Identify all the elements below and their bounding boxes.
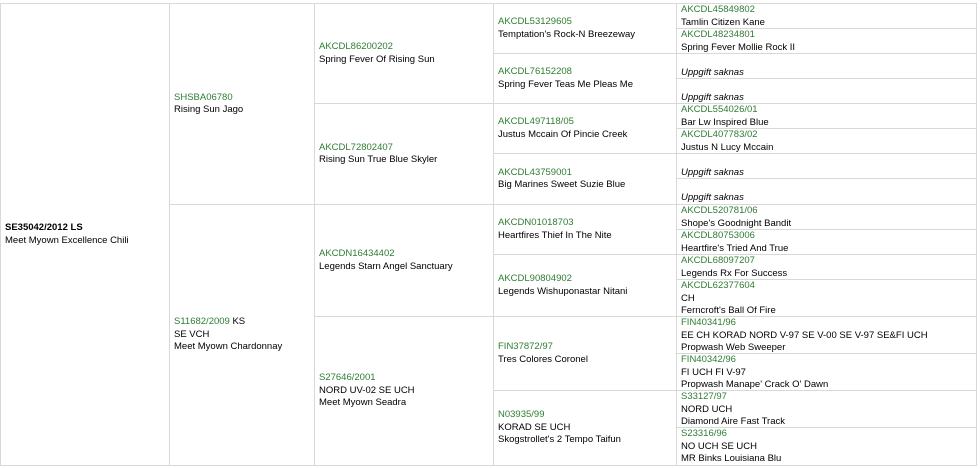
gen4-name: Propwash Manape' Crack O' Dawn [681,379,829,390]
gen3-name: Justus Mccain Of Pincie Creek [498,128,628,140]
gen2-reg-link[interactable]: AKCDL86200202 [319,41,393,52]
gen3-name: Tres Colores Coronel [498,353,588,365]
gen4-name: Diamond Aire Fast Track [681,416,786,427]
sire-reg-link[interactable]: SHSBA06780 [174,91,233,103]
gen4-cell [676,204,977,230]
gen4-reg-link[interactable]: AKCDL520781/06 [681,205,758,216]
gen4-name: MR Binks Louisiana Blu [681,453,782,464]
gen4-cell-missing [676,53,977,79]
gen3-cell [493,53,677,104]
dam-reg-link[interactable]: S11682/2009 [174,316,230,328]
gen3-reg-link[interactable]: N03935/99 [498,409,545,421]
gen3-cell [493,153,677,205]
gen3-name: Heartfires Thief In The Nite [498,229,612,241]
gen3-name: Skogstrollet's 2 Tempo Taifun [498,434,621,446]
gen3-reg-link[interactable]: AKCDL53129605 [498,16,572,27]
gen4-titles: EE CH KORAD NORD V-97 SE V-00 SE V-97 SE&FI UCH [681,329,928,341]
gen4-reg-link[interactable]: AKCDL80753006 [681,230,755,241]
gen4-cell-missing [676,178,977,205]
gen4-missing: Uppgift saknas [681,92,744,103]
gen2-cell [314,3,494,104]
gen4-titles: CH [681,292,695,304]
gen3-reg-link[interactable]: AKCDL76152208 [498,66,572,77]
gen4-titles: NORD UCH [681,403,733,415]
gen3-name: Temptation's Rock-N Breezeway [498,28,635,40]
gen4-reg-link[interactable]: AKCDL45849802 [681,4,755,15]
gen4-name: Legends Rx For Success [681,267,788,279]
dam-titles: SE VCH [174,328,210,340]
gen2-cell [314,103,494,205]
gen4-missing: Uppgift saknas [681,67,744,78]
gen4-reg-link[interactable]: FIN40342/96 [681,354,736,365]
gen3-reg-link[interactable]: AKCDN01018703 [498,217,574,228]
gen3-reg-link[interactable]: AKCDL90804902 [498,273,572,284]
gen3-name: Legends Wishuponastar Nitani [498,285,628,297]
gen4-missing: Uppgift saknas [681,167,744,178]
gen2-name: Rising Sun True Blue Skyler [319,154,438,165]
gen3-cell [493,254,677,317]
gen4-name: Spring Fever Mollie Rock II [681,41,796,53]
gen2-titles: NORD UV-02 SE UCH [319,384,415,396]
gen4-name: Propwash Web Sweeper [681,342,786,353]
gen2-reg-link[interactable]: S27646/2001 [319,372,376,384]
gen2-name: Spring Fever Of Rising Sun [319,53,435,65]
dam-cell [169,204,315,466]
gen4-reg-link[interactable]: S33127/97 [681,391,727,402]
gen4-reg-link[interactable]: S23316/96 [681,428,727,439]
gen3-reg-link[interactable]: AKCDL43759001 [498,166,572,178]
gen4-cell [676,353,977,391]
gen4-cell [676,254,977,280]
gen4-cell [676,279,977,317]
gen4-reg-link[interactable]: AKCDL48234801 [681,29,755,40]
gen4-cell-missing [676,153,977,179]
gen4-titles: NO UCH SE UCH [681,440,758,452]
gen4-reg-link[interactable]: FIN40341/96 [681,317,736,328]
gen4-cell [676,390,977,428]
gen4-name: Tamlin Citizen Kane [681,16,765,28]
gen2-name: Legends Starn Angel Sanctuary [319,260,453,272]
gen2-name: Meet Myown Seadra [319,397,407,409]
gen4-cell [676,28,977,54]
gen4-titles: FI UCH FI V-97 [681,366,746,378]
subject-cell [0,3,170,466]
gen2-reg-link[interactable]: AKCDN16434402 [319,248,395,259]
sire-name: Rising Sun Jago [174,104,244,115]
sire-cell [169,3,315,205]
gen3-cell [493,3,677,54]
dam-name: Meet Myown Chardonnay [174,341,283,353]
gen2-cell [314,204,494,317]
gen3-name: Big Marines Sweet Suzie Blue [498,179,626,190]
gen3-cell [493,204,677,255]
gen4-name: Justus N Lucy Mccain [681,141,774,153]
subject-reg-line [5,222,165,235]
gen3-cell [493,103,677,154]
subject-reg: SE35042/2012 [5,222,68,233]
dam-suffix: KS [232,316,246,328]
gen3-reg-link[interactable]: AKCDL497118/05 [498,116,574,127]
gen4-reg-link[interactable]: AKCDL554026/01 [681,104,758,115]
gen2-reg-link[interactable]: AKCDL72802407 [319,141,393,153]
dam-reg-line [174,316,310,329]
gen4-cell [676,103,977,129]
gen4-name: Shope's Goodnight Bandit [681,217,792,229]
subject-suffix: LS [70,222,83,233]
gen2-cell [314,316,494,466]
gen4-cell [676,128,977,154]
gen4-name: Heartfire's Tried And True [681,242,789,254]
gen4-name: Ferncroft's Ball Of Fire [681,305,776,316]
subject-name: Meet Myown Excellence Chili [5,234,129,246]
gen4-reg-link[interactable]: AKCDL68097207 [681,255,755,266]
gen4-reg-link[interactable]: AKCDL407783/02 [681,129,758,140]
gen3-reg-link[interactable]: FIN37872/97 [498,341,553,352]
gen4-reg-link[interactable]: AKCDL62377604 [681,280,755,291]
gen4-cell [676,3,977,29]
gen4-cell-missing [676,78,977,104]
gen3-titles: KORAD SE UCH [498,421,571,433]
gen4-cell [676,229,977,255]
gen4-name: Bar Lw Inspired Blue [681,116,769,128]
gen3-name: Spring Fever Teas Me Pleas Me [498,78,633,90]
gen3-cell [493,390,677,466]
gen4-cell [676,427,977,466]
gen4-cell [676,316,977,354]
gen3-cell [493,316,677,391]
gen4-missing: Uppgift saknas [681,192,744,203]
